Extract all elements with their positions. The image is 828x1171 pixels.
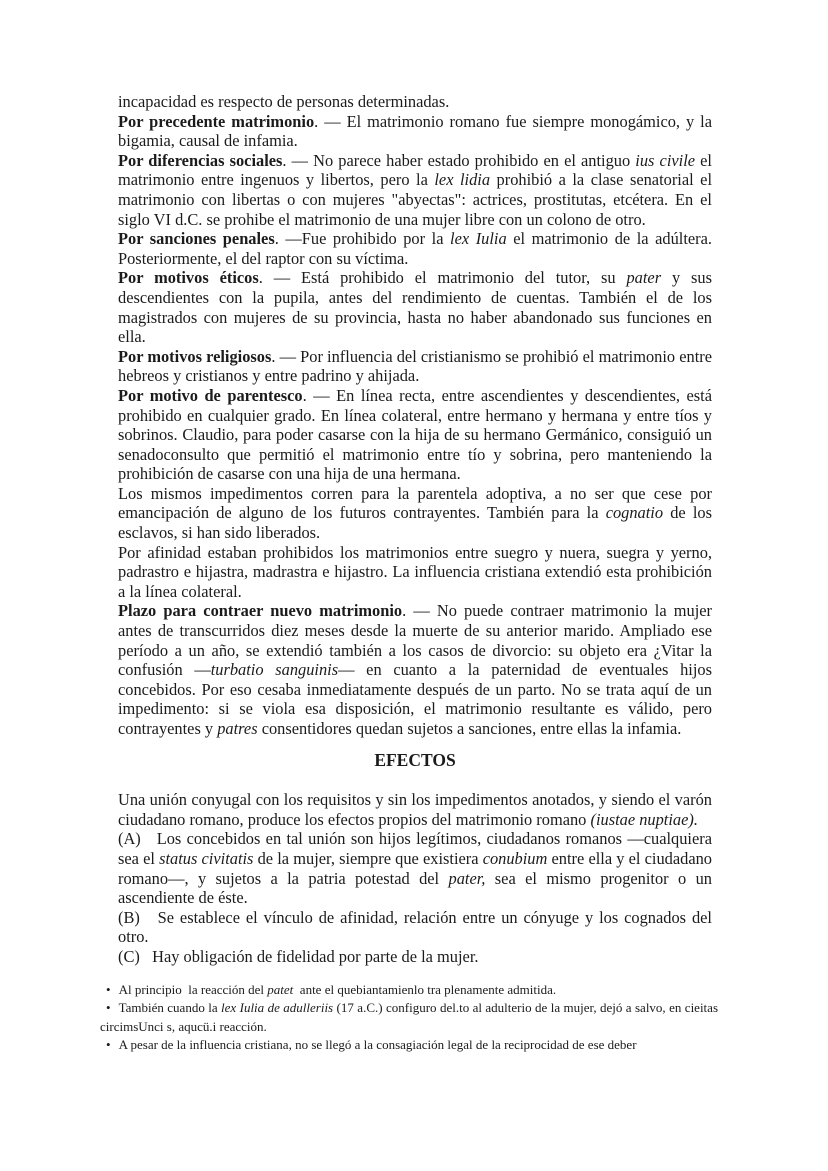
italic-text-run: cognatio: [605, 503, 664, 523]
italic-text-run: status civitatis: [159, 848, 254, 868]
paragraph: [118, 386, 712, 484]
paragraph: [118, 112, 712, 151]
text-run: . — Por influencia del cristianismo se prohibió el matrimonio entre hebreos y cristianos y entre padrino y ahijada.: [118, 346, 713, 386]
text-run: . — No parece haber estado prohibido en el antiguo: [282, 150, 636, 170]
text-run: el matrimonio de la adúltera. Posteriormente, el del raptor con su víctima.: [118, 229, 712, 268]
text-run: y sus descendientes con la pupila, antes del rendimiento de cuentas. También el de los magistrados con mujeres de su provincia, hasta no haber abandonado sus funciones en ella.: [118, 268, 712, 347]
bold-text-run: Por precedente matrimonio: [118, 111, 315, 131]
text-run: — en cuanto a la paternidad de eventuales hijos concebidos. Por eso cesaba inmediatamente después de un parto. No se trata aquí de un impedimento: si se viola esa disposición, el matrimonio resultante es válido, pero contrayentes y: [118, 660, 712, 738]
paragraph: [118, 543, 712, 602]
text-run: Los mismos impedimentos corren para la parentela adoptiva, a no ser que cese por emancipación de alguno de los futuros contrayentes. También para la: [118, 483, 712, 523]
italic-text-run: (iustae nuptiae).: [590, 809, 698, 829]
italic-text-run: patres: [217, 719, 258, 738]
text-run: Al principio la reacción del: [118, 981, 268, 997]
text-run: Por afinidad estaban prohibidos los matrimonios entre suegro y nuera, suegra y yerno, padrastro e hijastra, madrastra e hijastro. La influencia cristiana extendió esta prohibición a la línea colateral.: [118, 542, 712, 601]
text-run: (C) Hay obligación de fidelidad por parte de la mujer.: [118, 946, 479, 966]
bullet-icon: •: [106, 1000, 111, 1016]
text-run: entre ella y el ciudadano romano—, y sujetos a la patria potestad del: [118, 848, 712, 888]
paragraph: [118, 92, 712, 112]
paragraph: [118, 268, 712, 346]
paragraph: [118, 829, 712, 907]
text-run: A pesar de la influencia cristiana, no se llegó a la consagiación legal de la reciprocidad de ese deber: [118, 1037, 637, 1053]
italic-text-run: conubium: [482, 848, 548, 868]
bold-text-run: Plazo para contraer nuevo matrimonio: [118, 601, 403, 621]
footnote-item: [100, 999, 718, 1036]
paragraph: [118, 947, 712, 967]
footnote-item: [100, 1036, 718, 1055]
text-run: (B) Se establece el vínculo de afinidad, relación entre un cónyuge y los cognados del otro.: [118, 907, 712, 947]
paragraph: [118, 908, 712, 947]
italic-text-run: patet: [267, 981, 294, 997]
text-run: También cuando la: [118, 1000, 222, 1016]
footnotes: [100, 981, 718, 1055]
italic-text-run: lex lidia: [434, 170, 491, 190]
italic-text-run: pater,: [448, 868, 486, 888]
text-run: . — No puede contraer matrimonio la mujer antes de transcurridos diez meses desde la muerte de su anterior marido. Ampliado ese período a un año, se extendió también a los casos de divorcio: su objeto era ¿Vitar la confusión —: [118, 601, 712, 680]
paragraph: [118, 347, 712, 386]
footnote-item: [100, 981, 718, 1000]
italic-text-run: lex Iulia de adulleriis: [221, 1000, 334, 1016]
paragraph: [118, 790, 712, 829]
text-run: . — En línea recta, entre ascendientes y descendientes, está prohibido en cualquier grado. En línea colateral, entre hermano y hermana y entre tíos y sobrinos. Claudio, para poder casarse con la hija de su hermano Germánico, consiguió un senadoconsulto que permitió el matrimonio entre tío y sobrina, pero manteniendo la prohibición de casarse con una hija de una hermana.: [118, 385, 712, 484]
text-run: (A) Los concebidos en tal unión son hijos legítimos, ciudadanos romanos —cualquiera sea el: [118, 829, 712, 868]
text-run: . —Fue prohibido por la: [274, 229, 451, 249]
text-column: [100, 92, 719, 1055]
bold-text-run: Por motivos religiosos: [118, 346, 272, 366]
bold-text-run: Por sanciones penales: [118, 229, 275, 249]
bold-text-run: Por motivos éticos: [118, 268, 259, 288]
text-run: de la mujer, siempre que existiera: [253, 848, 483, 868]
text-run: consentidores quedan sujetos a sanciones, entre ellas la infamia.: [257, 719, 682, 738]
bold-text-run: Por diferencias sociales: [118, 150, 283, 170]
text-run: incapacidad es respecto de personas determinadas.: [118, 92, 450, 111]
text-run: sea el mismo progenitor o un ascendiente de éste.: [118, 868, 712, 908]
paragraph: [118, 601, 712, 738]
text-run: el matrimonio entre ingenuos y libertos, pero la: [118, 150, 712, 190]
text-run: ante el quebiantamienlo tra plenamente admitida.: [293, 981, 557, 997]
text-run: de los esclavos, si han sido liberados.: [118, 503, 713, 543]
italic-text-run: turbatio sanguinis: [210, 660, 339, 680]
bullet-icon: •: [106, 981, 111, 997]
italic-text-run: lex Iulia: [450, 229, 507, 249]
text-run: (17 a.C.) configuro del.to al adulterio de la mujer, dejó a salvo, en cieitas circimsUnci s, aqucü.i reacción.: [100, 1000, 719, 1034]
text-run: prohibió a la clase senatorial el matrimonio con libertas o con mujeres "abyectas": actrices, prostitutas, etcétera. En el siglo VI d.C. se prohibe el matrimonio de una mujer libre con un colono de otro.: [118, 170, 712, 229]
italic-text-run: pater: [626, 268, 662, 288]
paragraph: [118, 151, 712, 229]
italic-text-run: ius civile: [635, 150, 696, 170]
bullet-icon: •: [106, 1037, 111, 1053]
bold-text-run: Por motivo de parentesco: [118, 385, 303, 405]
paragraph: [118, 229, 712, 268]
text-run: Una unión conyugal con los requisitos y sin los impedimentos anotados, y siendo el varón ciudadano romano, produce los efectos propios del matrimonio romano: [118, 790, 712, 829]
text-run: . — Está prohibido el matrimonio del tutor, su: [258, 268, 627, 288]
text-run: . — El matrimonio romano fue siempre monogámico, y la bigamia, causal de infamia.: [118, 111, 712, 151]
section-heading-efectos: EFECTOS: [374, 749, 456, 770]
paragraph: [118, 484, 712, 543]
